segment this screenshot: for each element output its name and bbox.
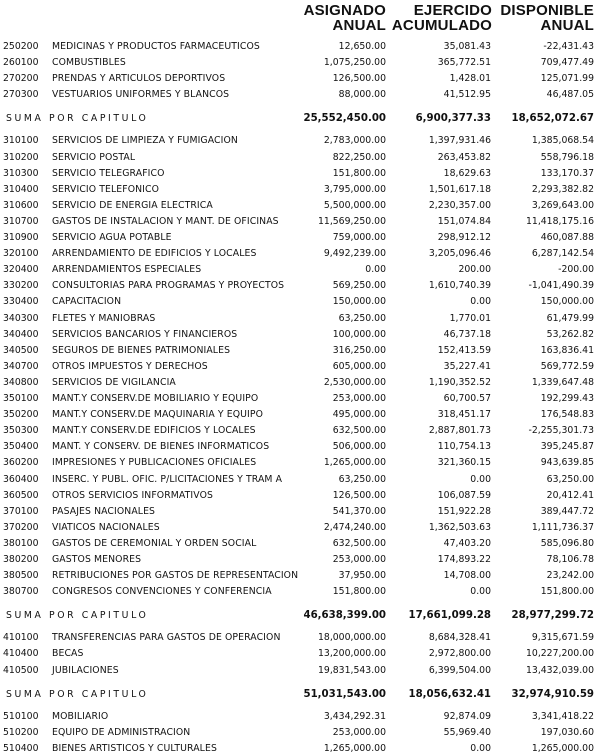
account-code: 510200: [3, 726, 39, 738]
asignado-anual-value: 1,075,250.00: [323, 57, 386, 69]
chapter-total-row: [0, 609, 600, 623]
table-row: [0, 295, 600, 309]
ejercido-acumulado-value: 106,087.59: [437, 489, 491, 501]
ejercido-acumulado-value: 47,403.20: [443, 537, 491, 549]
table-row: [0, 585, 600, 599]
disponible-anual-value: 28,977,299.72: [511, 610, 594, 622]
disponible-anual-value: -22,431.43: [543, 41, 594, 52]
ejercido-acumulado-value: 60,700.57: [443, 393, 491, 404]
table-row: [0, 473, 600, 487]
disponible-anual-value: 133,170.37: [540, 167, 594, 179]
table-row: [0, 263, 600, 277]
ejercido-acumulado-value: 8,684,328.41: [428, 632, 491, 644]
table-row: [0, 664, 600, 678]
account-code: 350300: [3, 425, 39, 437]
asignado-anual-value: 18,000,000.00: [317, 632, 386, 644]
disponible-anual-value: 13,432,039.00: [525, 664, 594, 676]
asignado-anual-value: 1,265,000.00: [323, 742, 386, 754]
asignado-anual-value: 13,200,000.00: [317, 648, 386, 660]
account-description: BECAS: [52, 648, 84, 660]
account-description: VIATICOS NACIONALES: [52, 521, 160, 533]
table-row: [0, 167, 600, 181]
ejercido-acumulado-value: 318,451.17: [437, 409, 491, 421]
account-code: 350400: [3, 441, 39, 453]
disponible-anual-value: 943,639.85: [540, 457, 594, 469]
account-code: 370200: [3, 521, 39, 533]
account-code: 270200: [3, 73, 39, 85]
account-description: SUMA POR CAPITULO: [6, 610, 149, 622]
asignado-anual-value: 63,250.00: [338, 312, 386, 324]
disponible-anual-value: 150,000.00: [540, 296, 594, 308]
ejercido-acumulado-value: 263,453.82: [437, 151, 491, 163]
asignado-anual-value: 316,250.00: [332, 344, 386, 356]
disponible-anual-value: 53,262.82: [546, 328, 594, 340]
disponible-anual-value: 78,106.78: [546, 554, 594, 565]
account-code: 340300: [3, 312, 39, 324]
asignado-anual-value: 541,370.00: [332, 505, 386, 517]
ejercido-acumulado-value: 298,912.12: [437, 232, 491, 243]
disponible-anual-value: 23,242.00: [546, 570, 594, 582]
account-description: MANT. Y CONSERV. DE BIENES INFORMATICOS: [52, 441, 270, 453]
account-description: RETRIBUCIONES POR GASTOS DE REPRESENTACION: [52, 570, 299, 582]
ejercido-acumulado-value: 0.00: [470, 473, 491, 485]
asignado-anual-value: 759,000.00: [332, 232, 386, 243]
ejercido-acumulado-value: 6,900,377.33: [415, 113, 491, 125]
table-row: [0, 231, 600, 245]
account-code: 330400: [3, 296, 39, 308]
ejercido-acumulado-value: 174,893.22: [437, 554, 491, 565]
account-code: 350100: [3, 393, 39, 404]
account-code: 340800: [3, 376, 39, 388]
disponible-anual-value: 197,030.60: [540, 726, 594, 738]
account-description: FLETES Y MANIOBRAS: [52, 312, 156, 324]
ejercido-acumulado-value: 55,969.40: [443, 726, 491, 738]
asignado-anual-value: 3,434,292.31: [323, 710, 386, 722]
table-row: [0, 392, 600, 406]
table-row: [0, 631, 600, 645]
account-code: 410400: [3, 648, 39, 660]
account-description: VESTUARIOS UNIFORMES Y BLANCOS: [52, 89, 230, 101]
header-asignado-anual: [262, 3, 386, 33]
table-row: [0, 56, 600, 70]
asignado-anual-value: 253,000.00: [332, 726, 386, 738]
table-row: [0, 72, 600, 86]
disponible-anual-value: -200.00: [558, 264, 594, 276]
account-description: PRENDAS Y ARTICULOS DEPORTIVOS: [52, 73, 226, 85]
disponible-anual-value: 192,299.43: [540, 393, 594, 404]
table-row: [0, 360, 600, 374]
asignado-anual-value: 605,000.00: [332, 360, 386, 372]
table-row: [0, 647, 600, 661]
account-description: EQUIPO DE ADMINISTRACION: [52, 726, 191, 738]
ejercido-acumulado-value: 1,610,740.39: [428, 280, 491, 292]
table-row: [0, 489, 600, 503]
table-row: [0, 521, 600, 535]
asignado-anual-value: 9,492,239.00: [323, 248, 386, 260]
header-line: DISPONIBLE: [500, 2, 594, 19]
disponible-anual-value: 6,287,142.54: [531, 248, 594, 260]
account-description: GASTOS DE CEREMONIAL Y ORDEN SOCIAL: [52, 537, 257, 549]
disponible-anual-value: 3,341,418.22: [531, 710, 594, 722]
disponible-anual-value: 1,111,736.37: [531, 521, 594, 533]
account-code: 310200: [3, 151, 39, 163]
disponible-anual-value: -2,255,301.73: [528, 425, 594, 437]
account-code: 310300: [3, 167, 39, 179]
ejercido-acumulado-value: 0.00: [470, 586, 491, 598]
account-description: SERVICIOS DE VIGILANCIA: [52, 376, 176, 388]
account-code: 340700: [3, 360, 39, 372]
account-code: 320400: [3, 264, 39, 276]
asignado-anual-value: 253,000.00: [332, 393, 386, 404]
disponible-anual-value: 9,315,671.59: [531, 632, 594, 644]
asignado-anual-value: 37,950.00: [338, 570, 386, 582]
ejercido-acumulado-value: 1,770.01: [449, 312, 491, 324]
ejercido-acumulado-value: 6,399,504.00: [428, 664, 491, 676]
account-description: CONGRESOS CONVENCIONES Y CONFERENCIA: [52, 586, 272, 598]
account-code: 370100: [3, 505, 39, 517]
account-code: 250200: [3, 41, 39, 52]
table-row: [0, 279, 600, 293]
account-code: 410500: [3, 664, 39, 676]
table-row: [0, 312, 600, 326]
account-code: 360500: [3, 489, 39, 501]
account-description: BIENES ARTISTICOS Y CULTURALES: [52, 742, 217, 754]
header-disponible-anual: [490, 3, 594, 33]
account-code: 380200: [3, 554, 39, 565]
asignado-anual-value: 495,000.00: [332, 409, 386, 421]
asignado-anual-value: 150,000.00: [332, 296, 386, 308]
table-row: [0, 199, 600, 213]
account-code: 350200: [3, 409, 39, 421]
ejercido-acumulado-value: 18,056,632.41: [408, 688, 491, 700]
disponible-anual-value: 10,227,200.00: [525, 648, 594, 660]
ejercido-acumulado-value: 152,413.59: [437, 344, 491, 356]
account-description: CAPACITACION: [52, 296, 122, 308]
disponible-anual-value: 460,087.88: [540, 232, 594, 243]
ejercido-acumulado-value: 2,887,801.73: [428, 425, 491, 437]
account-code: 380500: [3, 570, 39, 582]
table-row: [0, 456, 600, 470]
account-code: 310900: [3, 232, 39, 243]
asignado-anual-value: 151,800.00: [332, 586, 386, 598]
asignado-anual-value: 2,474,240.00: [323, 521, 386, 533]
account-code: 380700: [3, 586, 39, 598]
ejercido-acumulado-value: 46,737.18: [443, 328, 491, 340]
disponible-anual-value: 32,974,910.59: [511, 688, 594, 700]
ejercido-acumulado-value: 35,081.43: [443, 41, 491, 52]
account-description: SERVICIO TELEFONICO: [52, 183, 160, 195]
ejercido-acumulado-value: 92,874.09: [443, 710, 491, 722]
table-row: [0, 88, 600, 102]
account-description: SERVICIO POSTAL: [52, 151, 136, 163]
table-row: [0, 134, 600, 148]
ejercido-acumulado-value: 18,629.63: [443, 167, 491, 179]
disponible-anual-value: 163,836.41: [540, 344, 594, 356]
account-code: 510400: [3, 742, 39, 754]
account-description: GASTOS DE INSTALACION Y MANT. DE OFICINAS: [52, 215, 279, 227]
asignado-anual-value: 46,638,399.00: [303, 610, 386, 622]
disponible-anual-value: 395,245.87: [540, 441, 594, 453]
account-description: COMBUSTIBLES: [52, 57, 126, 69]
account-code: 310600: [3, 199, 39, 211]
account-description: TRANSFERENCIAS PARA GASTOS DE OPERACION: [52, 632, 281, 644]
account-description: SERVICIO TELEGRAFICO: [52, 167, 165, 179]
ejercido-acumulado-value: 1,501,617.18: [428, 183, 491, 195]
account-description: SUMA POR CAPITULO: [6, 688, 149, 700]
account-code: 320100: [3, 248, 39, 260]
table-row: [0, 408, 600, 422]
asignado-anual-value: 12,650.00: [338, 41, 386, 52]
disponible-anual-value: 569,772.59: [540, 360, 594, 372]
ejercido-acumulado-value: 2,972,800.00: [428, 648, 491, 660]
account-description: SERVICIOS DE LIMPIEZA Y FUMIGACION: [52, 135, 238, 147]
header-line: ANUAL: [332, 17, 386, 34]
header-line: ACUMULADO: [391, 17, 492, 34]
ejercido-acumulado-value: 151,074.84: [437, 215, 491, 227]
account-code: 330200: [3, 280, 39, 292]
account-description: MANT.Y CONSERV.DE EDIFICIOS Y LOCALES: [52, 425, 256, 437]
ejercido-acumulado-value: 110,754.13: [437, 441, 491, 453]
asignado-anual-value: 126,500.00: [332, 73, 386, 85]
account-code: 340400: [3, 328, 39, 340]
asignado-anual-value: 11,569,250.00: [317, 215, 386, 227]
asignado-anual-value: 19,831,543.00: [317, 664, 386, 676]
ejercido-acumulado-value: 200.00: [458, 264, 491, 276]
disponible-anual-value: 61,479.99: [546, 312, 594, 324]
account-description: MOBILIARIO: [52, 710, 109, 722]
asignado-anual-value: 2,530,000.00: [323, 376, 386, 388]
asignado-anual-value: 51,031,543.00: [303, 688, 386, 700]
disponible-anual-value: -1,041,490.39: [528, 280, 594, 292]
disponible-anual-value: 151,800.00: [540, 586, 594, 598]
table-row: [0, 537, 600, 551]
header-line: ANUAL: [540, 17, 594, 34]
table-row: [0, 505, 600, 519]
disponible-anual-value: 3,269,643.00: [531, 199, 594, 211]
account-description: SERVICIOS BANCARIOS Y FINANCIEROS: [52, 328, 238, 340]
table-row: [0, 215, 600, 229]
ejercido-acumulado-value: 151,922.28: [437, 505, 491, 517]
disponible-anual-value: 585,096.80: [540, 537, 594, 549]
account-code: 310400: [3, 183, 39, 195]
disponible-anual-value: 46,487.05: [546, 89, 594, 101]
account-description: ARRENDAMIENTO DE EDIFICIOS Y LOCALES: [52, 248, 257, 260]
asignado-anual-value: 822,250.00: [332, 151, 386, 163]
disponible-anual-value: 1,385,068.54: [531, 135, 594, 147]
account-code: 310700: [3, 215, 39, 227]
ejercido-acumulado-value: 321,360.15: [437, 457, 491, 469]
disponible-anual-value: 389,447.72: [540, 505, 594, 517]
asignado-anual-value: 506,000.00: [332, 441, 386, 453]
ejercido-acumulado-value: 3,205,096.46: [428, 248, 491, 260]
account-description: CONSULTORIAS PARA PROGRAMAS Y PROYECTOS: [52, 280, 285, 292]
ejercido-acumulado-value: 35,227.41: [443, 360, 491, 372]
account-description: JUBILACIONES: [52, 664, 119, 676]
account-description: OTROS IMPUESTOS Y DERECHOS: [52, 360, 208, 372]
table-row: [0, 710, 600, 724]
account-description: OTROS SERVICIOS INFORMATIVOS: [52, 489, 213, 501]
table-row: [0, 247, 600, 261]
disponible-anual-value: 1,339,647.48: [531, 376, 594, 388]
ejercido-acumulado-value: 0.00: [470, 742, 491, 754]
asignado-anual-value: 0.00: [365, 264, 386, 276]
disponible-anual-value: 11,418,175.16: [525, 215, 594, 227]
table-row: [0, 151, 600, 165]
disponible-anual-value: 20,412.41: [546, 489, 594, 501]
asignado-anual-value: 253,000.00: [332, 554, 386, 565]
ejercido-acumulado-value: 14,708.00: [443, 570, 491, 582]
ejercido-acumulado-value: 365,772.51: [437, 57, 491, 69]
ejercido-acumulado-value: 17,661,099.28: [408, 610, 491, 622]
asignado-anual-value: 1,265,000.00: [323, 457, 386, 469]
ejercido-acumulado-value: 1,428.01: [449, 73, 491, 85]
account-description: SEGUROS DE BIENES PATRIMONIALES: [52, 344, 231, 356]
account-code: 410100: [3, 632, 39, 644]
account-code: 510100: [3, 710, 39, 722]
chapter-total-row: [0, 112, 600, 126]
chapter-total-row: [0, 688, 600, 702]
account-code: 270300: [3, 89, 39, 101]
header-ejercido-acumulado: [388, 3, 492, 33]
account-description: PASAJES NACIONALES: [52, 505, 156, 517]
ejercido-acumulado-value: 41,512.95: [443, 89, 491, 101]
header-line: EJERCIDO: [413, 2, 492, 19]
asignado-anual-value: 100,000.00: [332, 328, 386, 340]
asignado-anual-value: 126,500.00: [332, 489, 386, 501]
asignado-anual-value: 3,795,000.00: [323, 183, 386, 195]
ejercido-acumulado-value: 1,190,352.52: [428, 376, 491, 388]
asignado-anual-value: 632,500.00: [332, 537, 386, 549]
disponible-anual-value: 176,548.83: [540, 409, 594, 421]
account-description: IMPRESIONES Y PUBLICACIONES OFICIALES: [52, 457, 257, 469]
account-description: GASTOS MENORES: [52, 554, 142, 565]
disponible-anual-value: 125,071.99: [540, 73, 594, 85]
ejercido-acumulado-value: 2,230,357.00: [428, 199, 491, 211]
account-description: MEDICINAS Y PRODUCTOS FARMACEUTICOS: [52, 41, 260, 52]
table-row: [0, 183, 600, 197]
disponible-anual-value: 2,293,382.82: [531, 183, 594, 195]
asignado-anual-value: 88,000.00: [338, 89, 386, 101]
asignado-anual-value: 2,783,000.00: [323, 135, 386, 147]
table-row: [0, 726, 600, 740]
disponible-anual-value: 63,250.00: [546, 473, 594, 485]
disponible-anual-value: 558,796.18: [540, 151, 594, 163]
account-description: SERVICIO DE ENERGIA ELECTRICA: [52, 199, 213, 211]
table-row: [0, 424, 600, 438]
ejercido-acumulado-value: 0.00: [470, 296, 491, 308]
asignado-anual-value: 569,250.00: [332, 280, 386, 292]
account-code: 380100: [3, 537, 39, 549]
table-row: [0, 569, 600, 583]
asignado-anual-value: 63,250.00: [338, 473, 386, 485]
table-row: [0, 344, 600, 358]
ejercido-acumulado-value: 1,362,503.63: [428, 521, 491, 533]
account-code: 310100: [3, 135, 39, 147]
account-description: INSERC. Y PUBL. OFIC. P/LICITACIONES Y TRAM A: [52, 473, 283, 485]
account-code: 340500: [3, 344, 39, 356]
asignado-anual-value: 151,800.00: [332, 167, 386, 179]
header-line: ASIGNADO: [303, 2, 386, 19]
account-description: SERVICIO AGUA POTABLE: [52, 232, 172, 243]
account-code: 360200: [3, 457, 39, 469]
disponible-anual-value: 18,652,072.67: [511, 113, 594, 125]
table-row: [0, 40, 600, 54]
table-row: [0, 376, 600, 390]
disponible-anual-value: 709,477.49: [540, 57, 594, 69]
table-row: [0, 440, 600, 454]
table-row: [0, 553, 600, 567]
disponible-anual-value: 1,265,000.00: [531, 742, 594, 754]
account-description: SUMA POR CAPITULO: [6, 113, 149, 125]
asignado-anual-value: 632,500.00: [332, 425, 386, 437]
table-row: [0, 742, 600, 756]
asignado-anual-value: 5,500,000.00: [323, 199, 386, 211]
table-row: [0, 328, 600, 342]
ejercido-acumulado-value: 1,397,931.46: [428, 135, 491, 147]
asignado-anual-value: 25,552,450.00: [303, 113, 386, 125]
account-description: ARRENDAMIENTOS ESPECIALES: [52, 264, 202, 276]
account-description: MANT.Y CONSERV.DE MOBILIARIO Y EQUIPO: [52, 393, 259, 404]
account-code: 260100: [3, 57, 39, 69]
account-code: 360400: [3, 473, 39, 485]
account-description: MANT.Y CONSERV.DE MAQUINARIA Y EQUIPO: [52, 409, 264, 421]
